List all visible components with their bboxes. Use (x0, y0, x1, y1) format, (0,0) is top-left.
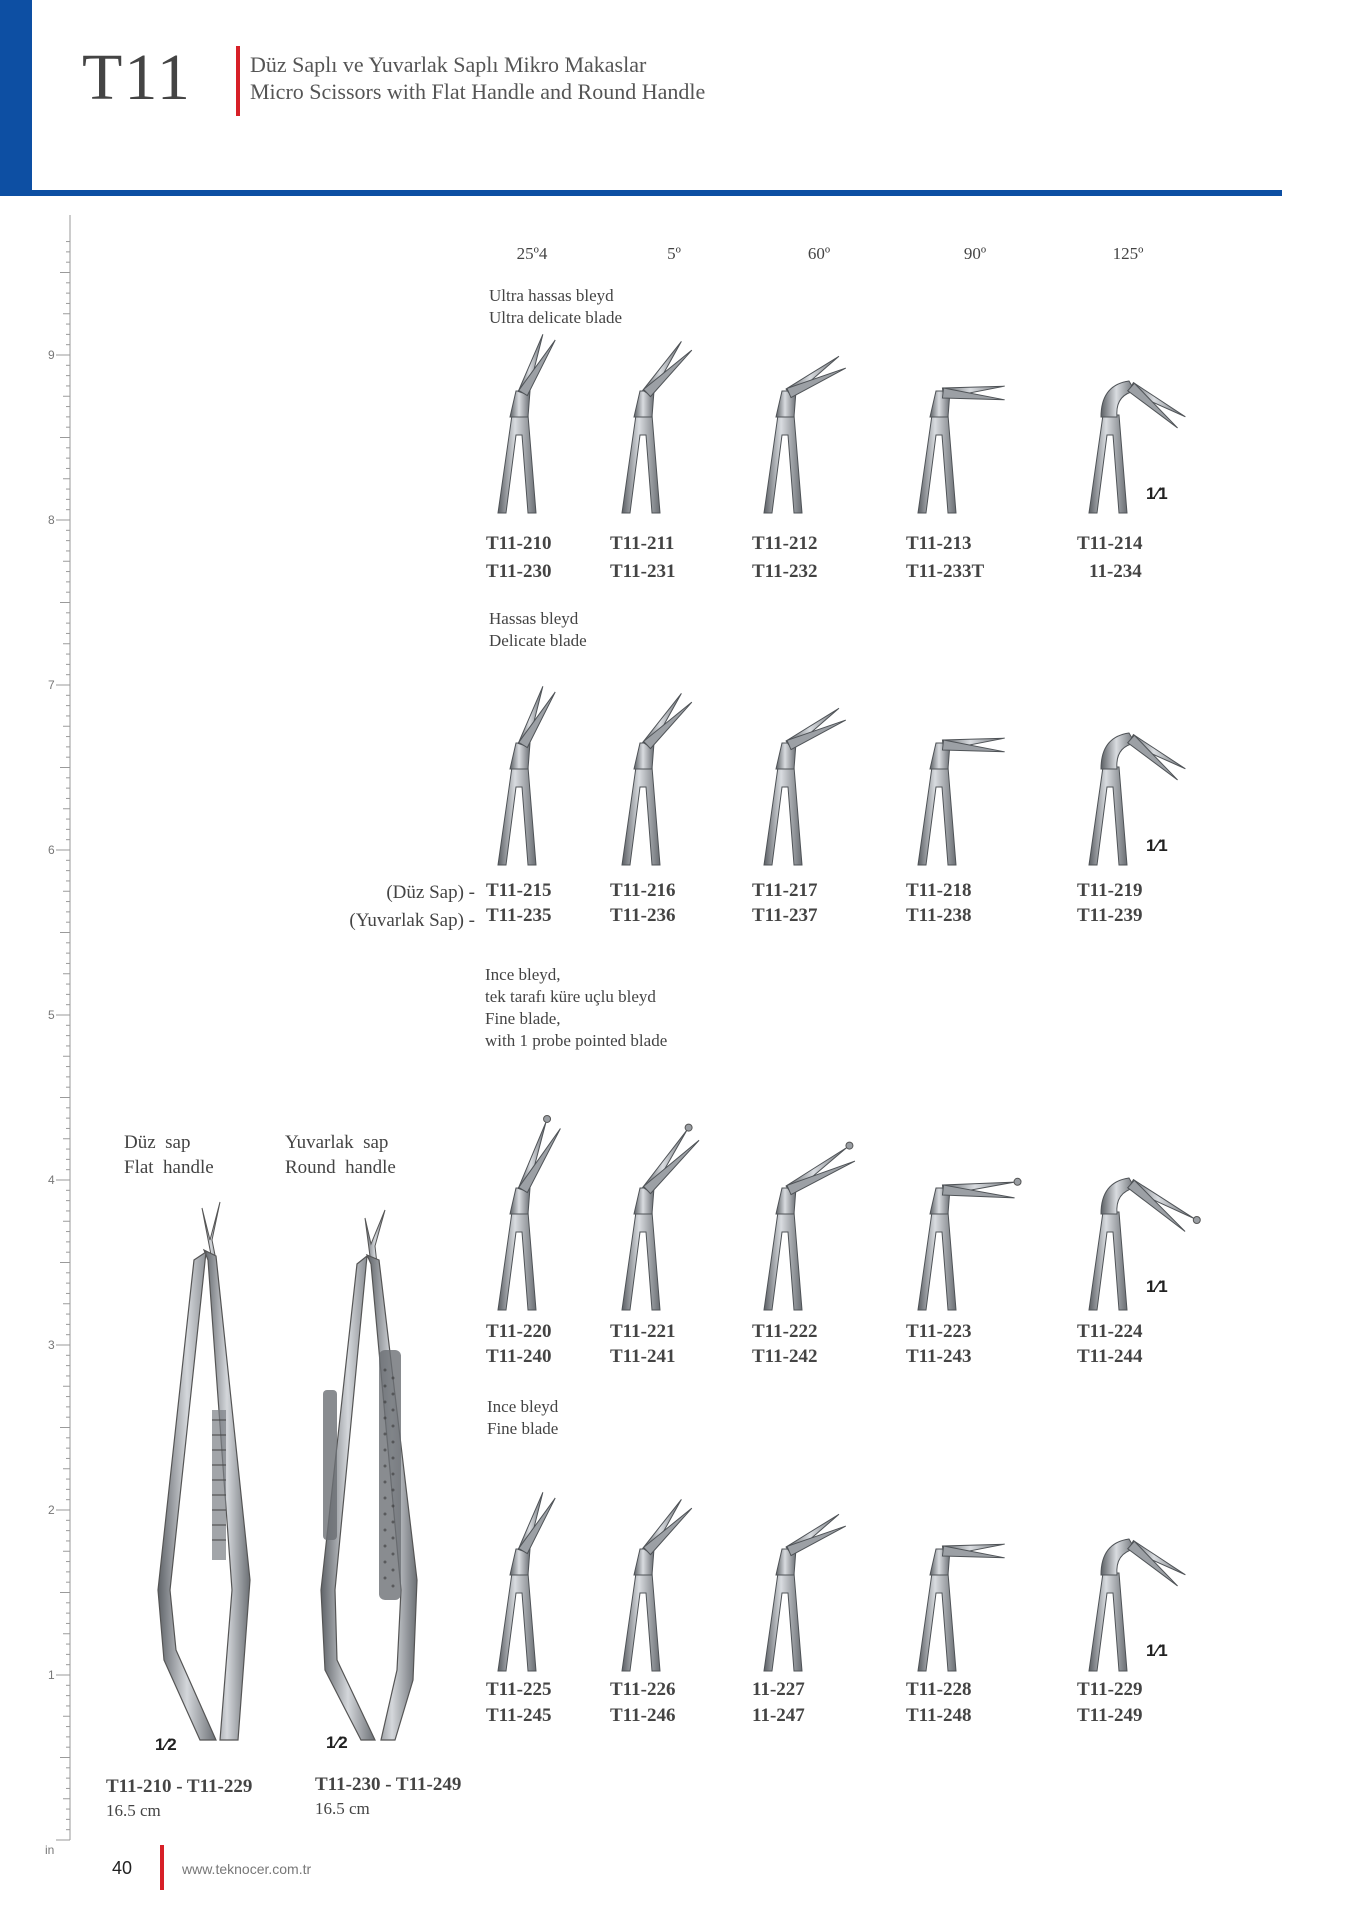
group-description (489, 285, 622, 329)
scissor-tip-image (600, 1142, 740, 1312)
scissor-tip-image (476, 1503, 616, 1673)
scissor-tip-image (1067, 697, 1207, 867)
product-code: T11-246 (610, 1705, 676, 1726)
flat-handle-codes: T11-210 - T11-229 (106, 1776, 253, 1797)
scissor-tip-image (1067, 1503, 1207, 1673)
flat-handle-scissors-image (120, 1200, 260, 1760)
product-code: T11-210 (486, 533, 552, 554)
flat-scale-mark: 1⁄2 (155, 1735, 177, 1754)
angle-label: 60º (807, 244, 831, 263)
group-description (489, 608, 587, 652)
scissor-tip-image (742, 1503, 882, 1673)
footer-url: www.teknocer.com.tr (182, 1861, 312, 1877)
product-code: T11-238 (906, 905, 972, 926)
ruler-number: 1 (48, 1668, 55, 1682)
page-number: 40 (112, 1858, 133, 1878)
scissor-tip-image (476, 1142, 616, 1312)
desc-line: Ultra delicate blade (489, 308, 623, 327)
scissor-tip-image (600, 697, 740, 867)
product-code: T11-228 (906, 1679, 972, 1700)
product-code: T11-217 (752, 880, 818, 901)
flat-handle-length: 16.5 cm (106, 1801, 161, 1820)
desc-line: Delicate blade (489, 631, 587, 650)
ruler-number: 9 (48, 348, 55, 362)
scissor-tip-image (742, 1142, 882, 1312)
scissor-tip-image (600, 345, 740, 515)
angle-label: 125º (1112, 244, 1144, 263)
product-code: T11-216 (610, 880, 676, 901)
scissor-tip-image (1067, 1142, 1207, 1312)
ruler-number: 4 (48, 1173, 55, 1187)
angle-label: 90º (963, 244, 987, 263)
handle-label-en: Flat handle (124, 1157, 214, 1178)
round-handle-scissors-image (305, 1200, 445, 1760)
ruler-number: 5 (48, 1008, 55, 1022)
product-code: T11-221 (610, 1321, 676, 1342)
header-red-bar (236, 46, 240, 116)
desc-line: Hassas bleyd (489, 609, 579, 628)
ruler-number: 3 (48, 1338, 55, 1352)
product-code: T11-215 (486, 880, 552, 901)
desc-line: tek tarafı küre uçlu bleyd (485, 987, 656, 1006)
desc-line: Fine blade, (485, 1009, 561, 1028)
round-scale-mark: 1⁄2 (326, 1733, 348, 1752)
scissor-tip-image (742, 697, 882, 867)
product-code: T11-239 (1077, 905, 1143, 926)
round-handle-label (285, 1130, 396, 1180)
ruler-number: 6 (48, 843, 55, 857)
title-turkish: Düz Saplı ve Yuvarlak Saplı Mikro Makaslar (250, 52, 647, 77)
product-code: T11-237 (752, 905, 818, 926)
product-code: 11-247 (752, 1705, 805, 1726)
ruler-number: 8 (48, 513, 55, 527)
product-code: T11-213 (906, 533, 972, 554)
scissor-tip-image (742, 345, 882, 515)
scale-mark: 1⁄1 (1146, 484, 1168, 503)
product-code: T11-218 (906, 880, 972, 901)
ruler-number: 7 (48, 678, 55, 692)
header-blue-rule (0, 190, 1282, 196)
scissor-tip-image (896, 1503, 1036, 1673)
group-description (485, 964, 667, 1052)
product-code: T11-243 (906, 1346, 972, 1367)
row-label-flat: (Düz Sap) - (386, 882, 475, 903)
product-code: T11-241 (610, 1346, 676, 1367)
section-code: T11 (82, 41, 192, 114)
product-code: T11-230 (486, 561, 552, 582)
product-code: T11-229 (1077, 1679, 1143, 1700)
desc-line: with 1 probe pointed blade (485, 1031, 668, 1050)
product-code: T11-245 (486, 1705, 552, 1726)
angle-label: 25º4 (516, 244, 548, 263)
product-code: T11-224 (1077, 1321, 1143, 1342)
desc-line: Ince bleyd (487, 1397, 559, 1416)
inch-ruler (40, 215, 80, 1845)
footer-red-bar (160, 1845, 164, 1890)
scale-mark: 1⁄1 (1146, 836, 1168, 855)
ruler-number: 2 (48, 1503, 55, 1517)
scissor-tip-image (600, 1503, 740, 1673)
scissor-tip-image (896, 697, 1036, 867)
product-code: T11-211 (610, 533, 675, 554)
angle-label: 5º (667, 244, 681, 263)
product-code: T11-226 (610, 1679, 676, 1700)
product-code: T11-220 (486, 1321, 552, 1342)
product-code: T11-248 (906, 1705, 972, 1726)
desc-line: Fine blade (487, 1419, 559, 1438)
handle-label-tr: Yuvarlak sap (285, 1132, 389, 1153)
product-code: T11-235 (486, 905, 552, 926)
product-code: T11-214 (1077, 533, 1143, 554)
header-blue-corner (0, 0, 32, 195)
desc-line: Ultra hassas bleyd (489, 286, 614, 305)
scale-mark: 1⁄1 (1146, 1641, 1168, 1660)
scissor-tip-image (476, 697, 616, 867)
product-code: T11-219 (1077, 880, 1143, 901)
title-english: Micro Scissors with Flat Handle and Round Handle (250, 79, 706, 104)
product-code: T11-242 (752, 1346, 818, 1367)
round-handle-codes: T11-230 - T11-249 (315, 1774, 462, 1795)
row-label-round: (Yuvarlak Sap) - (349, 910, 475, 931)
group-description (487, 1396, 558, 1440)
product-code: T11-231 (610, 561, 676, 582)
scale-mark: 1⁄1 (1146, 1277, 1168, 1296)
product-code: T11-222 (752, 1321, 818, 1342)
scissor-tip-image (476, 345, 616, 515)
flat-handle-label (124, 1130, 214, 1180)
product-code: 11-227 (752, 1679, 805, 1700)
product-code: T11-249 (1077, 1705, 1143, 1726)
product-code: T11-236 (610, 905, 676, 926)
scissor-tip-image (1067, 345, 1207, 515)
handle-label-en: Round handle (285, 1157, 396, 1178)
product-code: T11-233T (906, 561, 985, 582)
scissor-tip-image (896, 1142, 1036, 1312)
scissor-tip-image (896, 345, 1036, 515)
product-code: T11-223 (906, 1321, 972, 1342)
product-code: T11-244 (1077, 1346, 1143, 1367)
ruler-unit: in (45, 1843, 55, 1857)
round-handle-length: 16.5 cm (315, 1799, 370, 1818)
handle-label-tr: Düz sap (124, 1132, 191, 1153)
product-code: T11-240 (486, 1346, 552, 1367)
product-code: T11-212 (752, 533, 818, 554)
product-code: T11-225 (486, 1679, 552, 1700)
product-code: T11-232 (752, 561, 818, 582)
product-code: 11-234 (1089, 561, 1142, 582)
desc-line: Ince bleyd, (485, 965, 561, 984)
